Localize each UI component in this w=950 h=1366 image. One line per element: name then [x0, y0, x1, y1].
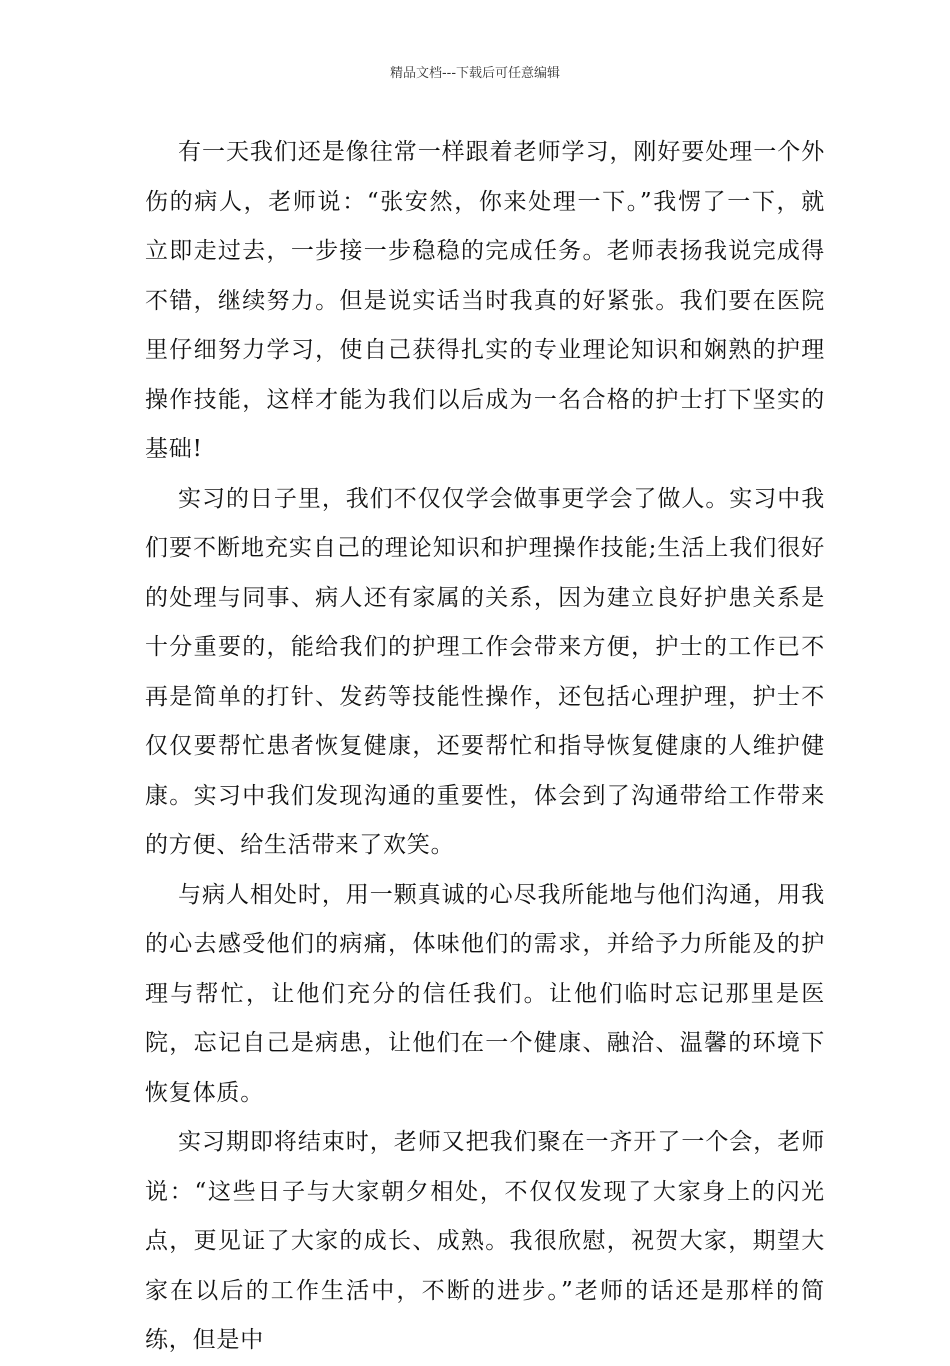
page-header: 精品文档---下载后可任意编辑: [389, 66, 561, 81]
paragraph-2: 实习的日子里，我们不仅仅学会做事更学会了做人。实习中我们要不断地充实自己的理论知识和护理操作技能;生活上我们很好的处理与同事、病人还有家属的关系，因为建立良好护患关系是十分重要的，能给我们的护理工作会带来方便，护士的工作已不再是简单的打针、发药等技能性操作，还包括心理护理，护士不仅仅要帮忙患者恢复健康，还要帮忙和指导恢复健康的人维护健康。实习中我们发现沟通的重要性，体会到了沟通带给工作带来的方便、给生活带来了欢笑。: [145, 485, 825, 858]
paragraph-1: 有一天我们还是像往常一样跟着老师学习，刚好要处理一个外伤的病人，老师说：“张安然，你来处理一下。”我愣了一下，就立即走过去，一步接一步稳稳的完成任务。老师表扬我说完成得不错，继续努力。但是说实话当时我真的好紧张。我们要在医院里仔细努力学习，使自己获得扎实的专业理论知识和娴熟的护理操作技能，这样才能为我们以后成为一名合格的护士打下坚实的基础!: [145, 139, 825, 462]
paragraph-4: 实习期即将结束时，老师又把我们聚在一齐开了一个会，老师说：“这些日子与大家朝夕相处，不仅仅发现了大家身上的闪光点，更见证了大家的成长、成熟。我很欣慰，祝贺大家，期望大家在以后的工作生活中，不断的进步。”老师的话还是那样的简练，但是中: [145, 1129, 825, 1353]
document-body: [145, 128, 825, 1366]
paragraph-3: 与病人相处时，用一颗真诚的心尽我所能地与他们沟通，用我的心去感受他们的病痛，体味他们的需求，并给予力所能及的护理与帮忙，让他们充分的信任我们。让他们临时忘记那里是医院，忘记自己是病患，让他们在一个健康、融洽、温馨的环境下恢复体质。: [145, 881, 825, 1106]
